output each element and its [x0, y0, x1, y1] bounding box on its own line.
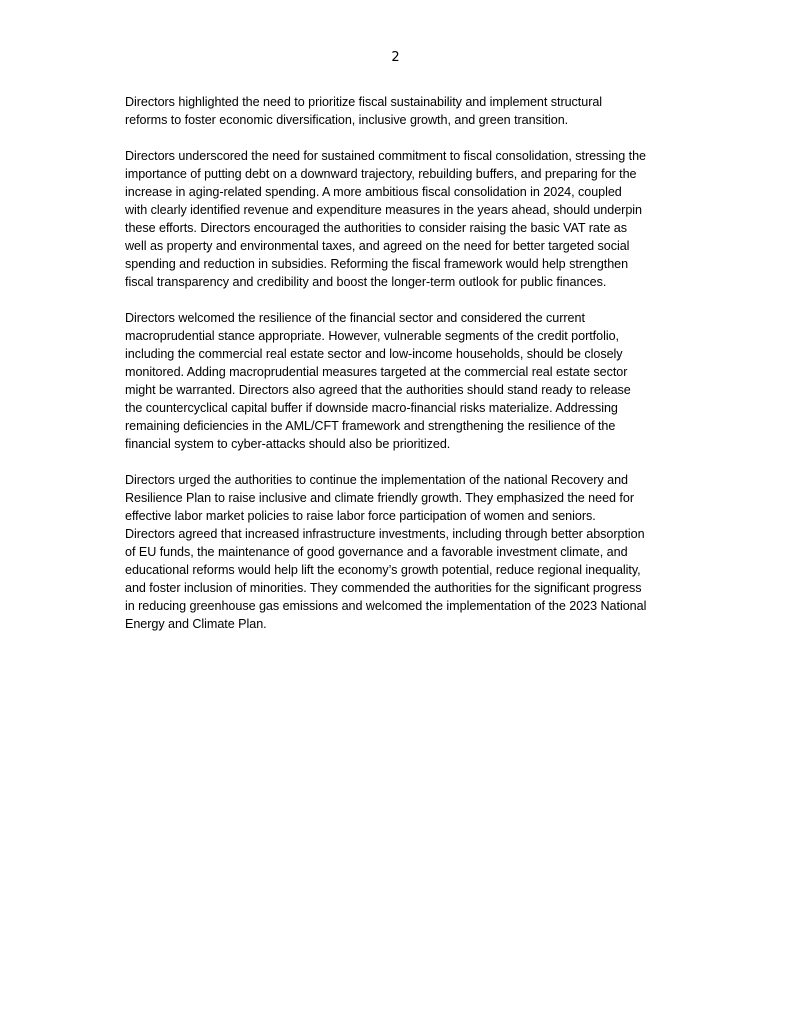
- text-line: might be warranted. Directors also agreed that the authorities should stand ready to release: [125, 383, 631, 397]
- text-line: increase in aging-related spending. A more ambitious fiscal consolidation in 2024, coupled: [125, 185, 622, 199]
- text-line: macroprudential stance appropriate. However, vulnerable segments of the credit portfolio,: [125, 329, 619, 343]
- text-line: well as property and environmental taxes, and agreed on the need for better targeted social: [125, 239, 630, 253]
- text-line: reforms to foster economic diversification, inclusive growth, and green transition.: [125, 113, 569, 127]
- text-line: importance of putting debt on a downward trajectory, rebuilding buffers, and preparing for the: [125, 167, 637, 181]
- text-line: and foster inclusion of minorities. They commended the authorities for the significant progress: [125, 581, 642, 595]
- document-body: [125, 93, 670, 651]
- text-line: financial system to cyber-attacks should also be prioritized.: [125, 437, 451, 451]
- text-line: monitored. Adding macroprudential measures targeted at the commercial real estate sector: [125, 365, 628, 379]
- text-line: Directors urged the authorities to continue the implementation of the national Recovery and: [125, 473, 628, 487]
- text-line: educational reforms would help lift the economy’s growth potential, reduce regional inequality,: [125, 563, 641, 577]
- text-line: Directors agreed that increased infrastructure investments, including through better absorption: [125, 527, 645, 541]
- text-line: remaining deficiencies in the AML/CFT framework and strengthening the resilience of the: [125, 419, 616, 433]
- text-line: Resilience Plan to raise inclusive and climate friendly growth. They emphasized the need for: [125, 491, 634, 505]
- text-line: including the commercial real estate sector and low-income households, should be closely: [125, 347, 623, 361]
- text-line: effective labor market policies to raise labor force participation of women and seniors.: [125, 509, 596, 523]
- text-line: spending and reduction in subsidies. Reforming the fiscal framework would help strengthen: [125, 257, 629, 271]
- paragraph-financial-sector: [125, 309, 670, 453]
- text-line: the countercyclical capital buffer if downside macro-financial risks materialize. Addressing: [125, 401, 618, 415]
- text-line: in reducing greenhouse gas emissions and welcomed the implementation of the 2023 National: [125, 599, 647, 613]
- text-line: Directors welcomed the resilience of the financial sector and considered the current: [125, 311, 585, 325]
- text-line: Directors highlighted the need to prioritize fiscal sustainability and implement structural: [125, 95, 603, 109]
- page-number: 2: [391, 50, 400, 65]
- text-line: these efforts. Directors encouraged the authorities to consider raising the basic VAT rate as: [125, 221, 627, 235]
- text-line: with clearly identified revenue and expenditure measures in the years ahead, should underpin: [125, 203, 642, 217]
- text-line: fiscal transparency and credibility and boost the longer-term outlook for public finances.: [125, 275, 607, 289]
- text-line: Directors underscored the need for sustained commitment to fiscal consolidation, stressing the: [125, 149, 646, 163]
- text-line: Energy and Climate Plan.: [125, 617, 267, 631]
- text-line: of EU funds, the maintenance of good governance and a favorable investment climate, and: [125, 545, 628, 559]
- paragraph-fiscal-consolidation: [125, 147, 670, 291]
- paragraph-fiscal-priorities: [125, 93, 670, 129]
- paragraph-recovery-plan: [125, 471, 670, 633]
